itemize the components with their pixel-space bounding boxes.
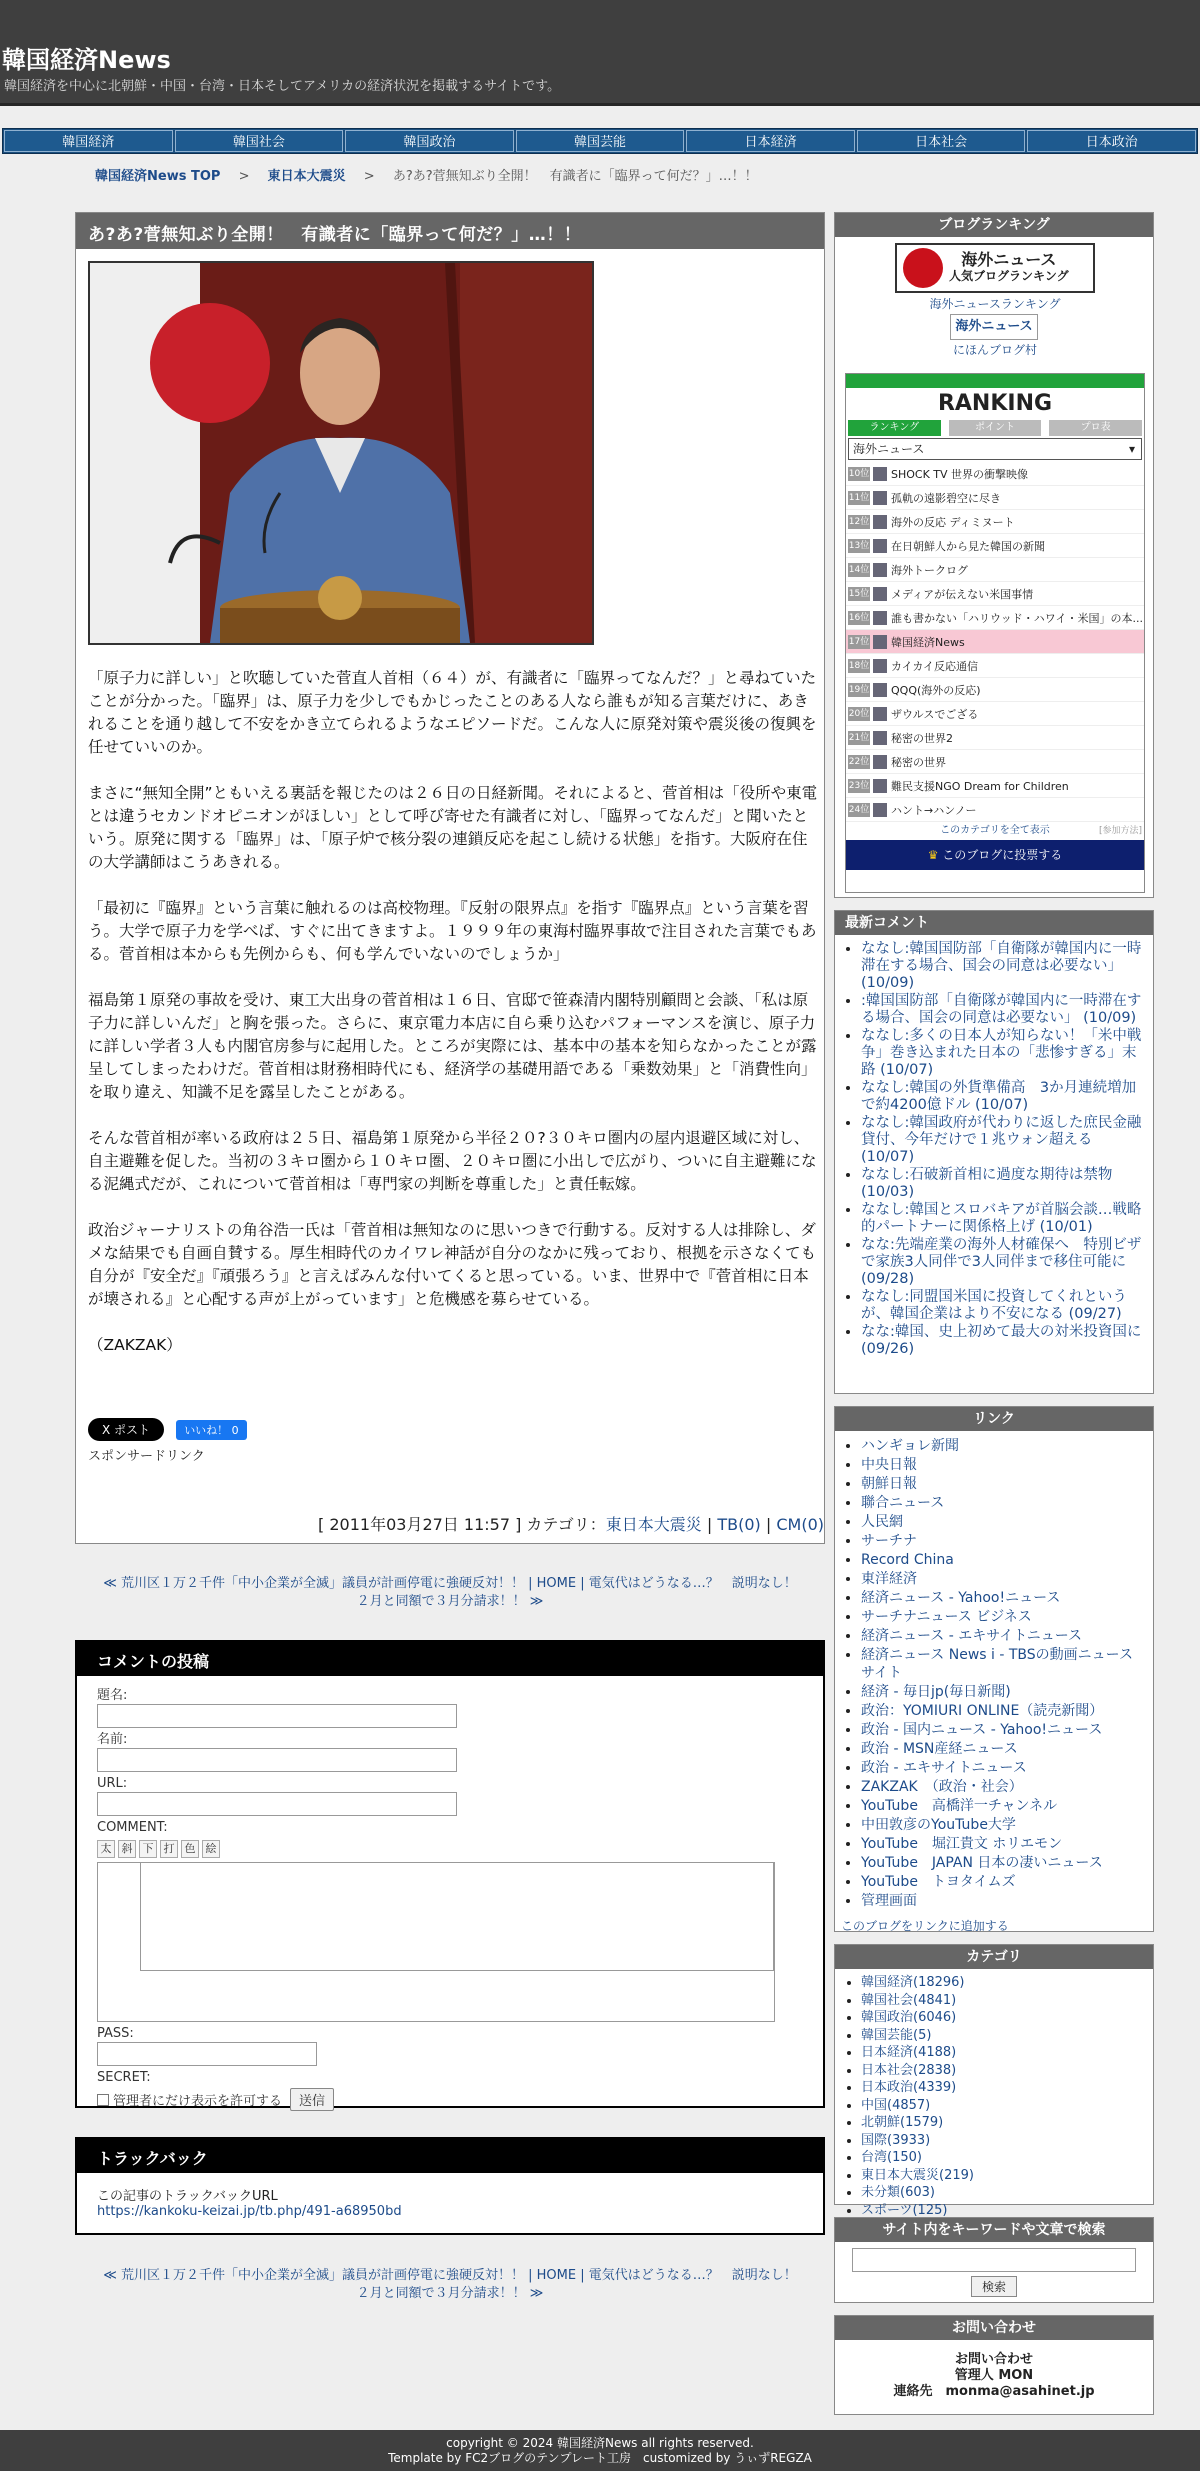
nav-japan-economy[interactable]: 日本経済 (686, 130, 855, 152)
next-entry-link[interactable]: 電気代はどうなる…？ 説明なし！ ２月と同額で３月分請求！！ ≫ (356, 2268, 810, 2301)
bold-button[interactable]: 太 (97, 1840, 115, 1858)
contact-line1: お問い合わせ (954, 2352, 1033, 2367)
blog-ranking-banner[interactable] (895, 243, 1095, 293)
trackback-title: トラックバック (77, 2139, 823, 2173)
entry-paragraph: 福島第１原発の事故を受け、東工大出身の菅首相は１６日、官邸で笹森清内閣特別顧問と会談、「私は原子力に詳しいんだ」と胸を張った。さらに、東京電力本店に自ら乗り込むパフォーマンスを演じ、原子力に詳しい学者３人も内閣官房参与に起用した。ところが実際には、基本中の基本を知らなかったことが露呈してしまったわけだ。菅首相は財務相時代にも、経済学の基礎用語である「乗数効果」と「消費性向」を取り違え、知識不足を露呈したことがある。 (88, 991, 817, 1101)
site-footer (0, 2430, 1200, 2471)
contact-box (834, 2315, 1154, 2415)
chevron-down-icon: ▾ (1128, 442, 1135, 456)
ranking-item-title: 孤軌の遠影碧空に尽き (891, 491, 1001, 505)
contact-email[interactable]: 連絡先 monma@asahinet.jp (893, 2384, 1095, 2399)
category-link[interactable]: スポーツ(125) (861, 2202, 948, 2218)
home-link[interactable]: HOME (536, 2268, 577, 2283)
comment-link[interactable]: なな:先端産業の海外人材確保へ 特別ビザで家族3人同伴で3人同伴まで移住可能に (09/28) (861, 1237, 1142, 1287)
category-link[interactable]: 韓国政治(6046) (861, 2010, 957, 2025)
ranking-item[interactable] (846, 702, 1144, 726)
trackback-label: この記事のトラックバックURL (97, 2189, 278, 2204)
link-item (861, 1892, 1145, 1910)
external-link[interactable]: サーチナ (861, 1533, 917, 1549)
comment-count-link[interactable]: CM(0) (776, 1515, 824, 1534)
global-nav (2, 128, 1198, 154)
blog-thumbnail-icon (873, 659, 887, 673)
comment-link[interactable]: ななし:韓国政府が代わりに返した庶民金融貸付、今年だけで１兆ウォン超える (10/07) (861, 1115, 1142, 1165)
name-label: 名前: (97, 1732, 128, 1747)
comment-item (861, 1167, 1145, 1201)
category-link[interactable]: 日本社会(2838) (861, 2062, 957, 2078)
category-item (861, 2098, 1145, 2115)
category-list (835, 1969, 1153, 2226)
search-input[interactable] (852, 2248, 1136, 2272)
comment-link[interactable]: ななし:韓国国防部「自衛隊が韓国内に一時滞在する場合、国会の同意は必要ない」 (10/09) (861, 941, 1142, 991)
underline-button[interactable]: 下 (139, 1840, 157, 1858)
link-item (861, 1456, 1145, 1474)
entry-footer: [ 2011年03月27日 11:57 ] カテゴリ：東日本大震災 | TB(0) | CM(0) (318, 1515, 824, 1534)
strike-button[interactable]: 打 (160, 1840, 178, 1858)
blog-thumbnail-icon (873, 563, 887, 577)
breadcrumb-home[interactable]: 韓国経済News TOP (95, 169, 221, 184)
rank-number: 21位 (848, 732, 870, 743)
category-item (861, 2185, 1145, 2202)
comment-link[interactable]: ななし:石破新首相に過度な期待は禁物 (10/03) (861, 1167, 1113, 1200)
comment-label: COMMENT: (97, 1820, 168, 1835)
ranking-item-title: 韓国経済News (891, 635, 965, 649)
entry-pager: ≪ 荒川区１万２千件「中小企業が全滅」議員が計画停電に強硬反対！！ | HOME | 電気代はどうなる…？ 説明なし！ ２月と同額で３月分請求！！ ≫ (103, 1576, 810, 1609)
add-link-link[interactable]: このブログをリンクに追加する (841, 1919, 1009, 1933)
secret-checkbox-label: 管理者にだけ表示を許可する (113, 2094, 283, 2109)
link-item (861, 1551, 1145, 1569)
nav-japan-society[interactable]: 日本社会 (857, 130, 1026, 152)
blogmura-link[interactable]: にほんブログ村 (952, 343, 1037, 357)
external-link[interactable]: ハンギョレ新聞 (861, 1438, 959, 1454)
category-link[interactable]: 東日本大震災(219) (861, 2167, 974, 2183)
footer-copyright: copyright © 2024 韓国経済News all rights reserved. (446, 2436, 754, 2450)
external-link[interactable]: 人民網 (861, 1514, 903, 1530)
comment-item (861, 1289, 1145, 1323)
search-button[interactable]: 検索 (971, 2276, 1017, 2297)
external-link[interactable]: 政治 - エキサイトニュース (861, 1760, 1027, 1776)
main-column (75, 212, 825, 1544)
external-link[interactable]: ZAKZAK （政治・社会） (861, 1779, 1023, 1795)
comment-link[interactable]: ななし:韓国の外貨準備高 3か月連続増加で約4200億ドル (10/07) (861, 1080, 1137, 1113)
link-item (861, 1721, 1145, 1739)
nav-korea-society[interactable]: 韓国社会 (175, 130, 344, 152)
ranking-logo-text: 海外ニュース (961, 250, 1057, 269)
ranking-item[interactable] (846, 558, 1144, 582)
external-link[interactable]: 管理画面 (861, 1893, 917, 1909)
ranking-item-title: カイカイ反応通信 (891, 659, 979, 673)
recent-comments-title: 最新コメント (835, 911, 1153, 935)
external-link[interactable]: 政治：YOMIURI ONLINE（読売新聞） (861, 1703, 1104, 1719)
x-post-button[interactable]: X ポスト (88, 1418, 164, 1441)
ranking-logo-sub: 人気ブログランキング (949, 269, 1069, 283)
submit-button[interactable]: 送信 (290, 2088, 334, 2111)
recent-comments-list (835, 935, 1153, 1365)
comment-item (861, 1202, 1145, 1236)
link-item (861, 1835, 1145, 1853)
pass-label: PASS: (97, 2026, 134, 2041)
ranking-item-title: 難民支援NGO Dream for Children (891, 779, 1069, 793)
comment-link[interactable]: ななし:多くの日本人が知らない！「米中戦争」巻き込まれた日本の「悲惨すぎる」末路 (10/07) (861, 1028, 1142, 1078)
secret-label: SECRET: (97, 2070, 151, 2085)
share-buttons (88, 1418, 247, 1441)
category-item (861, 2080, 1145, 2097)
comment-item (861, 1028, 1145, 1079)
rank-number: 10位 (848, 468, 870, 479)
ranking-item-title: SHOCK TV 世界の衝撃映像 (891, 467, 1029, 481)
blogmura-banner[interactable]: 海外ニュース (950, 314, 1038, 340)
ranking-item-title: ハント→ハンノー (891, 803, 977, 817)
italic-button[interactable]: 斜 (118, 1840, 136, 1858)
category-link[interactable]: 韓国経済(18296) (861, 1975, 965, 1990)
link-item (861, 1740, 1145, 1758)
external-link[interactable]: 聯合ニュース (861, 1495, 945, 1511)
comment-link[interactable]: ななし:同盟国米国に投資してくれというが、韓国企業はより不安になる (09/27) (861, 1289, 1127, 1322)
link-item (861, 1589, 1145, 1607)
comment-item (861, 1115, 1145, 1166)
nav-korea-politics[interactable]: 韓国政治 (345, 130, 514, 152)
rank-number: 15位 (848, 588, 870, 599)
rank-number: 23位 (848, 780, 870, 791)
ranking-item[interactable] (846, 750, 1144, 774)
comment-item (861, 1324, 1145, 1358)
blog-thumbnail-icon (873, 731, 887, 745)
entry-category-label: カテゴリ： (526, 1515, 606, 1534)
ranking-link[interactable]: 海外ニュースランキング (929, 297, 1061, 311)
sponsored-label: スポンサードリンク (88, 1449, 205, 1464)
ranking-item[interactable] (846, 798, 1144, 822)
links-box (834, 1406, 1154, 1932)
url-input[interactable] (97, 1792, 457, 1816)
next-entry-link[interactable]: 電気代はどうなる…？ 説明なし！ ２月と同額で３月分請求！！ ≫ (356, 1576, 810, 1609)
ranking-item[interactable] (846, 510, 1144, 534)
widget-vote-label: このブログに投票する (942, 848, 1063, 862)
category-title: カテゴリ (835, 1945, 1153, 1969)
category-item (861, 1993, 1145, 2010)
facebook-like-button[interactable]: いいね！ 0 (176, 1420, 247, 1440)
external-link[interactable]: YouTube 堀江貴文 ホリエモン (861, 1836, 1063, 1852)
emoji-button[interactable]: 絵 (202, 1840, 220, 1858)
ranking-item[interactable] (846, 462, 1144, 486)
rank-number: 20位 (848, 708, 870, 719)
ranking-item[interactable] (846, 726, 1144, 750)
comment-item (861, 941, 1145, 992)
blog-thumbnail-icon (873, 683, 887, 697)
comment-link[interactable]: ななし:韓国とスロバキアが首脳会談…戦略的パートナーに関係格上げ (10/01) (861, 1202, 1142, 1235)
rank-number: 16位 (848, 612, 870, 623)
link-item (861, 1759, 1145, 1777)
search-title: サイト内をキーワードや文章で検索 (835, 2218, 1153, 2242)
blog-thumbnail-icon (873, 467, 887, 481)
widget-select-value: 海外ニュース (853, 442, 925, 456)
recent-comments-box (834, 910, 1154, 1394)
pass-input[interactable] (97, 2042, 317, 2066)
comment-item (861, 993, 1145, 1027)
entry-paragraph: 「原子力に詳しい」と吹聴していた菅直人首相（６４）が、有識者に「臨界ってなんだ？」と尋ねていたことが分かった。「臨界」は、原子力を少しでもかじったことのある人なら誰もが知る言葉だけに、あきれることを通り越して不安をかき立てられるようなエピソードだ。こんな人に原発対策や震災後の復興を任せていいのか。 (88, 669, 817, 756)
trackback-count-link[interactable]: TB(0) (717, 1515, 761, 1534)
rank-number: 13位 (848, 540, 870, 551)
search-box (834, 2217, 1154, 2303)
url-label: URL: (97, 1776, 128, 1791)
external-link[interactable]: 朝鮮日報 (861, 1476, 917, 1492)
link-item (861, 1873, 1145, 1891)
category-item (861, 2115, 1145, 2132)
external-link[interactable]: YouTube 高橋洋一チャンネル (861, 1798, 1058, 1814)
breadcrumb-sep: > (363, 169, 375, 184)
external-link[interactable]: 政治 - 国内ニュース - Yahoo!ニュース (861, 1722, 1103, 1738)
color-button[interactable]: 色 (181, 1840, 199, 1858)
nav-korea-economy[interactable]: 韓国経済 (4, 130, 173, 152)
external-link[interactable]: 東洋経済 (861, 1571, 917, 1587)
link-item (861, 1646, 1145, 1682)
widget-tab-pro[interactable]: プロ表 (1049, 420, 1142, 436)
category-item (861, 2168, 1145, 2185)
ranking-item[interactable] (846, 486, 1144, 510)
widget-vote-button[interactable] (846, 840, 1144, 870)
comment-item (861, 1237, 1145, 1288)
category-link[interactable]: 韓国社会(4841) (861, 1992, 957, 2008)
external-link[interactable]: サーチナニュース ビジネス (861, 1609, 1032, 1625)
category-item (861, 2063, 1145, 2080)
ranking-item[interactable] (846, 606, 1144, 630)
comment-form (75, 1640, 825, 2108)
widget-tab-ranking[interactable]: ランキング (848, 420, 941, 436)
nav-japan-politics[interactable]: 日本政治 (1027, 130, 1196, 152)
entry-category-link[interactable]: 東日本大震災 (605, 1515, 702, 1534)
external-link[interactable]: 経済 - 毎日jp(毎日新聞) (861, 1684, 1011, 1700)
blog-thumbnail-icon (873, 587, 887, 601)
entry-title: あ?あ?菅無知ぶり全開！ 有識者に「臨界って何だ？」…！！ (76, 213, 824, 249)
rank-number: 18位 (848, 660, 870, 671)
link-item (861, 1494, 1145, 1512)
entry (75, 212, 825, 1544)
link-item (861, 1475, 1145, 1493)
category-link[interactable]: 韓国芸能(5) (861, 2027, 932, 2043)
widget-help-link[interactable]: [参加方法] (1098, 826, 1142, 836)
links-list (835, 1431, 1153, 1917)
category-link[interactable]: 国際(3933) (861, 2132, 931, 2148)
external-link[interactable]: YouTube トヨタイムズ (861, 1874, 1016, 1890)
sidebar (834, 212, 1154, 2427)
nav-korea-entertainment[interactable]: 韓国芸能 (516, 130, 685, 152)
rank-number: 12位 (848, 516, 870, 527)
secret-checkbox[interactable] (97, 2094, 109, 2106)
widget-brand: RANKING (937, 391, 1053, 416)
blog-thumbnail-icon (873, 491, 887, 505)
entry-photo (88, 261, 594, 645)
link-item (861, 1797, 1145, 1815)
prev-entry-link[interactable]: ≪ 荒川区１万２千件「中小企業が全滅」議員が計画停電に強硬反対！！ (103, 2268, 524, 2283)
entry-source: （ZAKZAK） (88, 1336, 182, 1354)
comment-textarea[interactable] (97, 1862, 775, 2022)
link-item (861, 1778, 1145, 1796)
ranking-item[interactable] (846, 774, 1144, 798)
subject-label: 題名: (97, 1688, 128, 1703)
ranking-item-title: 海外トークログ (891, 563, 968, 577)
external-link[interactable]: 経済ニュース - Yahoo!ニュース (861, 1590, 1061, 1606)
ranking-widget (845, 373, 1145, 893)
external-link[interactable]: 経済ニュース - エキサイトニュース (861, 1628, 1083, 1644)
ranking-item[interactable] (846, 678, 1144, 702)
ranking-item-title: 誰も書かない「ハリウッド・ハワイ・米国」の本... (891, 611, 1143, 625)
entry-pager-bottom: ≪ 荒川区１万２千件「中小企業が全滅」議員が計画停電に強硬反対！！ | HOME | 電気代はどうなる…？ 説明なし！ ２月と同額で３月分請求！！ ≫ (103, 2268, 810, 2301)
link-item (861, 1683, 1145, 1701)
category-link[interactable]: 中国(4857) (861, 2097, 931, 2113)
site-description: 韓国経済を中心に北朝鮮・中国・台湾・日本そしてアメリカの経済状況を掲載するサイトです。 (4, 79, 561, 94)
comment-item (861, 1080, 1145, 1114)
ranking-item[interactable] (846, 630, 1144, 654)
ranking-item-title: 秘密の世界 (891, 755, 946, 769)
entry-date: [ 2011年03月27日 11:57 ] (318, 1515, 522, 1534)
ranking-box (834, 212, 1154, 898)
external-link[interactable]: 中央日報 (861, 1457, 917, 1473)
breadcrumb-sep: > (238, 169, 250, 184)
category-link[interactable]: 未分類(603) (861, 2185, 935, 2200)
link-item (861, 1702, 1145, 1720)
category-item (861, 2010, 1145, 2027)
site-title[interactable]: 韓国経済News (2, 46, 171, 74)
category-link[interactable]: 北朝鮮(1579) (861, 2115, 944, 2130)
ranking-item-title: 秘密の世界2 (891, 731, 953, 745)
trackback-url[interactable]: https://kankoku-keizai.jp/tb.php/491-a68950bd (97, 2204, 402, 2219)
ranking-item-title: 在日朝鮮人から見た韓国の新聞 (891, 539, 1045, 553)
ranking-item-title: ザウルスでござる (891, 707, 979, 721)
ranking-item-title: 海外の反応 ディミヌート (891, 515, 1015, 529)
entry-paragraph: 政治ジャーナリストの角谷浩一氏は「菅首相は無知なのに思いつきで行動する。反対する人は排除し、ダメな結果でも自画自賛する。厚生相時代のカイワレ神話が自分のなかに残っており、根拠を示さなくても自分が『安全だ』『頑張ろう』と言えばみんな付いてくると思っている。いま、世界中で『菅首相に日本が壊される』と心配する声が上がっています」と危機感を募らせている。 (88, 1221, 817, 1308)
footer-credit: Template by FC2ブログのテンプレート工房 customized by うぃずREGZA (388, 2451, 812, 2465)
ranking-title: ブログランキング (835, 213, 1153, 237)
link-item (861, 1570, 1145, 1588)
prev-entry-link[interactable]: ≪ 荒川区１万２千件「中小企業が全滅」議員が計画停電に強硬反対！！ (103, 1576, 524, 1591)
rank-number: 17位 (848, 636, 870, 647)
ranking-item-title: QQQ(海外の反応) (891, 683, 981, 697)
category-item (861, 2028, 1145, 2045)
blog-thumbnail-icon (873, 539, 887, 553)
blog-thumbnail-icon (873, 515, 887, 529)
external-link[interactable]: Record China (861, 1552, 954, 1568)
contact-title: お問い合わせ (835, 2316, 1153, 2340)
comment-link[interactable]: :韓国国防部「自衛隊が韓国内に一時滞在する場合、国会の同意は必要ない」 (10/09) (861, 993, 1142, 1026)
link-item (861, 1608, 1145, 1626)
category-item (861, 2133, 1145, 2150)
crown-icon: ♛ (927, 848, 939, 862)
category-item (861, 2150, 1145, 2167)
link-item (861, 1627, 1145, 1645)
blog-thumbnail-icon (873, 755, 887, 769)
category-box (834, 1944, 1154, 2218)
widget-all-link[interactable]: このカテゴリを全て表示 (940, 825, 1050, 836)
blog-thumbnail-icon (873, 779, 887, 793)
ranking-list (846, 462, 1144, 822)
editor-toolbar (97, 1840, 803, 1858)
blog-thumbnail-icon (873, 611, 887, 625)
link-item (861, 1513, 1145, 1531)
ranking-logo-icon (903, 248, 943, 288)
category-link[interactable]: 日本政治(4339) (861, 2080, 957, 2095)
link-item (861, 1437, 1145, 1455)
blog-thumbnail-icon (873, 707, 887, 721)
entry-body (88, 667, 820, 1380)
widget-tab-points[interactable]: ポイント (949, 420, 1042, 436)
comment-form-title: コメントの投稿 (77, 1642, 823, 1676)
rank-number: 19位 (848, 684, 870, 695)
rank-number: 14位 (848, 564, 870, 575)
ranking-item-title: メディアが伝えない米国事情 (891, 587, 1034, 601)
entry-paragraph: まさに“無知全開”ともいえる裏話を報じたのは２６日の日経新聞。それによると、菅首相は「役所や東電とは違うセカンドオピニオンがほしい」として呼び寄せた有識者に対し、「臨界ってなんだ」と聞いたという。原発に関する「臨界」は、「原子炉で核分裂の連鎖反応を起こし続ける状態」を指す。大阪府在住の大学講師はこうあきれる。 (88, 784, 818, 871)
site-header (0, 0, 1200, 106)
category-item (861, 2045, 1145, 2062)
external-link[interactable]: 政治 - MSN産経ニュース (861, 1741, 1018, 1757)
ranking-item[interactable] (846, 654, 1144, 678)
ranking-item[interactable] (846, 534, 1144, 558)
rank-number: 24位 (848, 804, 870, 815)
breadcrumb-current: あ?あ?菅無知ぶり全開！ 有識者に「臨界って何だ？」…！！ (392, 169, 758, 184)
name-input[interactable] (97, 1748, 457, 1772)
blog-thumbnail-icon (873, 635, 887, 649)
entry-paragraph: 「最初に『臨界』という言葉に触れるのは高校物理。『反射の限界点』を指す『臨界点』という言葉を習う。大学で原子力を学べば、すぐに出てきますよ。１９９９年の東海村臨界事故で注目された言葉でもある。菅首相は本からも先例からも、何も学んでいないのでしょうか」 (88, 899, 817, 963)
category-link[interactable]: 台湾(150) (861, 2150, 922, 2165)
contact-admin: 管理人 MON (954, 2368, 1034, 2383)
external-link[interactable]: 中田敦彦のYouTube大学 (861, 1817, 1016, 1833)
rank-number: 11位 (848, 492, 870, 503)
breadcrumb (95, 165, 758, 184)
trackback-box (75, 2137, 825, 2235)
external-link[interactable]: YouTube JAPAN 日本の凄いニュース (861, 1855, 1103, 1871)
link-item (861, 1532, 1145, 1550)
link-item (861, 1816, 1145, 1834)
breadcrumb-category[interactable]: 東日本大震災 (267, 169, 346, 184)
entry-paragraph: そんな菅首相が率いる政府は２５日、福島第１原発から半径２０?３０キロ圏内の屋内退避区域に対し、自主避難を促した。当初の３キロ圏から１０キロ圏、２０キロ圏に小出しで広がり、ついに自主避難になる泥縄式だが、これについて菅首相は「専門家の判断を尊重した」と責任転嫁。 (88, 1129, 817, 1193)
home-link[interactable]: HOME (536, 1576, 577, 1591)
link-item (861, 1854, 1145, 1872)
links-title: リンク (835, 1407, 1153, 1431)
comment-link[interactable]: なな:韓国、史上初めて最大の対米投資国に (09/26) (861, 1324, 1142, 1357)
widget-category-select[interactable] (848, 438, 1142, 460)
subject-input[interactable] (97, 1704, 457, 1728)
external-link[interactable]: 経済ニュース News i - TBSの動画ニュースサイト (861, 1647, 1133, 1681)
category-item (861, 1975, 1145, 1992)
rank-number: 22位 (848, 756, 870, 767)
category-link[interactable]: 日本経済(4188) (861, 2045, 957, 2060)
blog-thumbnail-icon (873, 803, 887, 817)
ranking-item[interactable] (846, 582, 1144, 606)
